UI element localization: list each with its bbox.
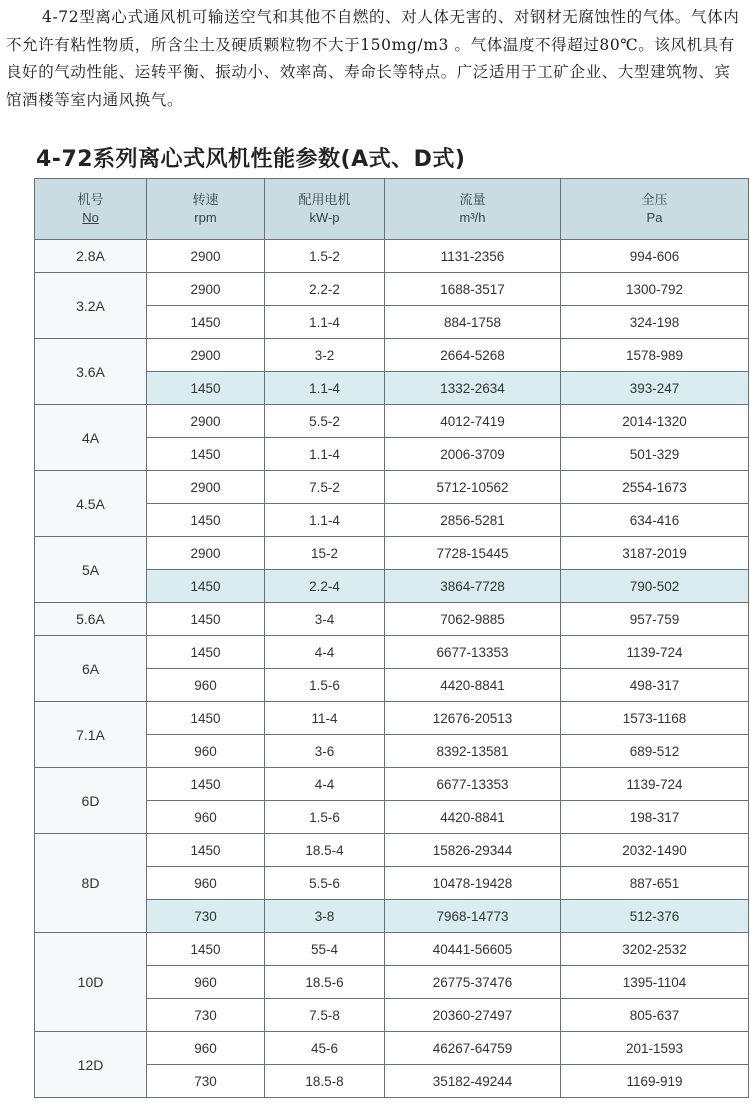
- flow-cell: 7728-15445: [385, 537, 561, 570]
- rpm-cell: 960: [147, 801, 265, 834]
- flow-cell: 7968-14773: [385, 900, 561, 933]
- header-cell-rpm: [147, 179, 265, 240]
- flow-cell: 15826-29344: [385, 834, 561, 867]
- flow-cell: 35182-49244: [385, 1065, 561, 1098]
- flow-cell: 1332-2634: [385, 372, 561, 405]
- pressure-cell: 498-317: [561, 669, 749, 702]
- machine-no-cell: 2.8A: [35, 240, 147, 273]
- flow-cell: 4420-8841: [385, 801, 561, 834]
- motor-cell: 3-6: [265, 735, 385, 768]
- flow-cell: 8392-13581: [385, 735, 561, 768]
- rpm-cell: 1450: [147, 504, 265, 537]
- header-pressure-cn: 全压: [641, 192, 668, 207]
- pressure-cell: 1139-724: [561, 768, 749, 801]
- rpm-cell: 2900: [147, 405, 265, 438]
- flow-cell: 2006-3709: [385, 438, 561, 471]
- rpm-cell: 1450: [147, 933, 265, 966]
- rpm-cell: 730: [147, 900, 265, 933]
- rpm-cell: 1450: [147, 570, 265, 603]
- table-row: [35, 1032, 749, 1065]
- machine-no-cell: 6D: [35, 768, 147, 834]
- flow-cell: 6677-13353: [385, 636, 561, 669]
- pressure-cell: 3187-2019: [561, 537, 749, 570]
- motor-cell: 3-4: [265, 603, 385, 636]
- rpm-cell: 1450: [147, 603, 265, 636]
- table-row: [35, 537, 749, 570]
- motor-cell: 1.1-4: [265, 504, 385, 537]
- header-rpm-en: rpm: [194, 210, 217, 225]
- rpm-cell: 1450: [147, 768, 265, 801]
- pressure-cell: 994-606: [561, 240, 749, 273]
- table-row: [35, 702, 749, 735]
- rpm-cell: 2900: [147, 471, 265, 504]
- machine-no-cell: 10D: [35, 933, 147, 1032]
- motor-cell: 1.1-4: [265, 372, 385, 405]
- header-cell-motor: [265, 179, 385, 240]
- pressure-cell: 689-512: [561, 735, 749, 768]
- machine-no-cell: 12D: [35, 1032, 147, 1098]
- motor-cell: 7.5-2: [265, 471, 385, 504]
- table-row: [35, 405, 749, 438]
- header-flow-cn: 流量: [459, 192, 486, 207]
- table-row: [35, 240, 749, 273]
- rpm-cell: 2900: [147, 273, 265, 306]
- flow-cell: 1131-2356: [385, 240, 561, 273]
- rpm-cell: 960: [147, 1032, 265, 1065]
- motor-cell: 4-4: [265, 636, 385, 669]
- flow-cell: 46267-64759: [385, 1032, 561, 1065]
- motor-cell: 1.5-2: [265, 240, 385, 273]
- flow-cell: 10478-19428: [385, 867, 561, 900]
- flow-cell: 4420-8841: [385, 669, 561, 702]
- flow-cell: 2856-5281: [385, 504, 561, 537]
- rpm-cell: 960: [147, 669, 265, 702]
- header-no-en: No: [82, 210, 99, 225]
- rpm-cell: 1450: [147, 636, 265, 669]
- motor-cell: 18.5-8: [265, 1065, 385, 1098]
- motor-cell: 15-2: [265, 537, 385, 570]
- flow-cell: 5712-10562: [385, 471, 561, 504]
- motor-cell: 1.1-4: [265, 306, 385, 339]
- pressure-cell: 201-1593: [561, 1032, 749, 1065]
- flow-cell: 884-1758: [385, 306, 561, 339]
- table-body: [35, 240, 749, 1098]
- table-row: [35, 471, 749, 504]
- motor-cell: 5.5-2: [265, 405, 385, 438]
- motor-cell: 1.5-6: [265, 801, 385, 834]
- motor-cell: 1.5-6: [265, 669, 385, 702]
- table-title: 4-72系列离心式风机性能参数(A式、D式): [36, 147, 466, 172]
- rpm-cell: 960: [147, 966, 265, 999]
- flow-cell: 40441-56605: [385, 933, 561, 966]
- pressure-cell: 790-502: [561, 570, 749, 603]
- pressure-cell: 501-329: [561, 438, 749, 471]
- motor-cell: 4-4: [265, 768, 385, 801]
- motor-cell: 18.5-4: [265, 834, 385, 867]
- pressure-cell: 2032-1490: [561, 834, 749, 867]
- pressure-cell: 393-247: [561, 372, 749, 405]
- pressure-cell: 3202-2532: [561, 933, 749, 966]
- rpm-cell: 1450: [147, 306, 265, 339]
- table-row: [35, 339, 749, 372]
- machine-no-cell: 3.2A: [35, 273, 147, 339]
- machine-no-cell: 4A: [35, 405, 147, 471]
- machine-no-cell: 6A: [35, 636, 147, 702]
- header-rpm-cn: 转速: [192, 192, 219, 207]
- motor-cell: 11-4: [265, 702, 385, 735]
- pressure-cell: 1139-724: [561, 636, 749, 669]
- machine-no-cell: 3.6A: [35, 339, 147, 405]
- table-header: [35, 179, 749, 240]
- pressure-cell: 1578-989: [561, 339, 749, 372]
- pressure-cell: 512-376: [561, 900, 749, 933]
- header-pressure-en: Pa: [646, 210, 663, 225]
- motor-cell: 2.2-2: [265, 273, 385, 306]
- motor-cell: 5.5-6: [265, 867, 385, 900]
- motor-cell: 3-2: [265, 339, 385, 372]
- pressure-cell: 1169-919: [561, 1065, 749, 1098]
- flow-cell: 7062-9885: [385, 603, 561, 636]
- header-flow-en: m³/h: [459, 210, 486, 225]
- flow-cell: 4012-7419: [385, 405, 561, 438]
- header-motor-cn: 配用电机: [298, 192, 351, 207]
- machine-no-cell: 5A: [35, 537, 147, 603]
- pressure-cell: 2554-1673: [561, 471, 749, 504]
- intro-paragraph: 4-72型离心式通风机可输送空气和其他不自燃的、对人体无害的、对钢材无腐蚀性的气体。气体内不允许有粘性物质，所含尘土及硬质颗粒物不大于150mg/m3 。气体温度不得超过80℃。该风机具有良好的气动性能、运转平衡、振动小、效率高、寿命长等特点。广泛适用于工矿企业、大型建筑物、宾馆酒楼等室内通风换气。: [6, 8, 740, 109]
- machine-no-cell: 7.1A: [35, 702, 147, 768]
- motor-cell: 3-8: [265, 900, 385, 933]
- rpm-cell: 2900: [147, 537, 265, 570]
- flow-cell: 2664-5268: [385, 339, 561, 372]
- pressure-cell: 887-651: [561, 867, 749, 900]
- rpm-cell: 1450: [147, 702, 265, 735]
- pressure-cell: 324-198: [561, 306, 749, 339]
- table-row: [35, 273, 749, 306]
- machine-no-cell: 8D: [35, 834, 147, 933]
- rpm-cell: 1450: [147, 834, 265, 867]
- header-motor-en: kW-p: [309, 210, 340, 225]
- table-row: [35, 768, 749, 801]
- pressure-cell: 1573-1168: [561, 702, 749, 735]
- header-cell-pressure: [561, 179, 749, 240]
- machine-no-cell: 5.6A: [35, 603, 147, 636]
- table-row: [35, 636, 749, 669]
- pressure-cell: 198-317: [561, 801, 749, 834]
- header-row: [35, 179, 749, 240]
- motor-cell: 7.5-8: [265, 999, 385, 1032]
- flow-cell: 12676-20513: [385, 702, 561, 735]
- rpm-cell: 730: [147, 999, 265, 1032]
- table-row: [35, 603, 749, 636]
- pressure-cell: 634-416: [561, 504, 749, 537]
- pressure-cell: 957-759: [561, 603, 749, 636]
- pressure-cell: 2014-1320: [561, 405, 749, 438]
- motor-cell: 2.2-4: [265, 570, 385, 603]
- table-row: [35, 933, 749, 966]
- rpm-cell: 960: [147, 867, 265, 900]
- rpm-cell: 2900: [147, 240, 265, 273]
- header-no-cn: 机号: [77, 192, 104, 207]
- motor-cell: 18.5-6: [265, 966, 385, 999]
- motor-cell: 55-4: [265, 933, 385, 966]
- table-row: [35, 834, 749, 867]
- rpm-cell: 1450: [147, 438, 265, 471]
- flow-cell: 6677-13353: [385, 768, 561, 801]
- flow-cell: 20360-27497: [385, 999, 561, 1032]
- performance-table-container: [34, 178, 748, 1098]
- flow-cell: 1688-3517: [385, 273, 561, 306]
- rpm-cell: 1450: [147, 372, 265, 405]
- header-cell-no: [35, 179, 147, 240]
- rpm-cell: 730: [147, 1065, 265, 1098]
- motor-cell: 1.1-4: [265, 438, 385, 471]
- pressure-cell: 805-637: [561, 999, 749, 1032]
- flow-cell: 3864-7728: [385, 570, 561, 603]
- performance-table: [34, 178, 749, 1098]
- header-cell-flow: [385, 179, 561, 240]
- rpm-cell: 2900: [147, 339, 265, 372]
- motor-cell: 45-6: [265, 1032, 385, 1065]
- rpm-cell: 960: [147, 735, 265, 768]
- machine-no-cell: 4.5A: [35, 471, 147, 537]
- flow-cell: 26775-37476: [385, 966, 561, 999]
- pressure-cell: 1300-792: [561, 273, 749, 306]
- pressure-cell: 1395-1104: [561, 966, 749, 999]
